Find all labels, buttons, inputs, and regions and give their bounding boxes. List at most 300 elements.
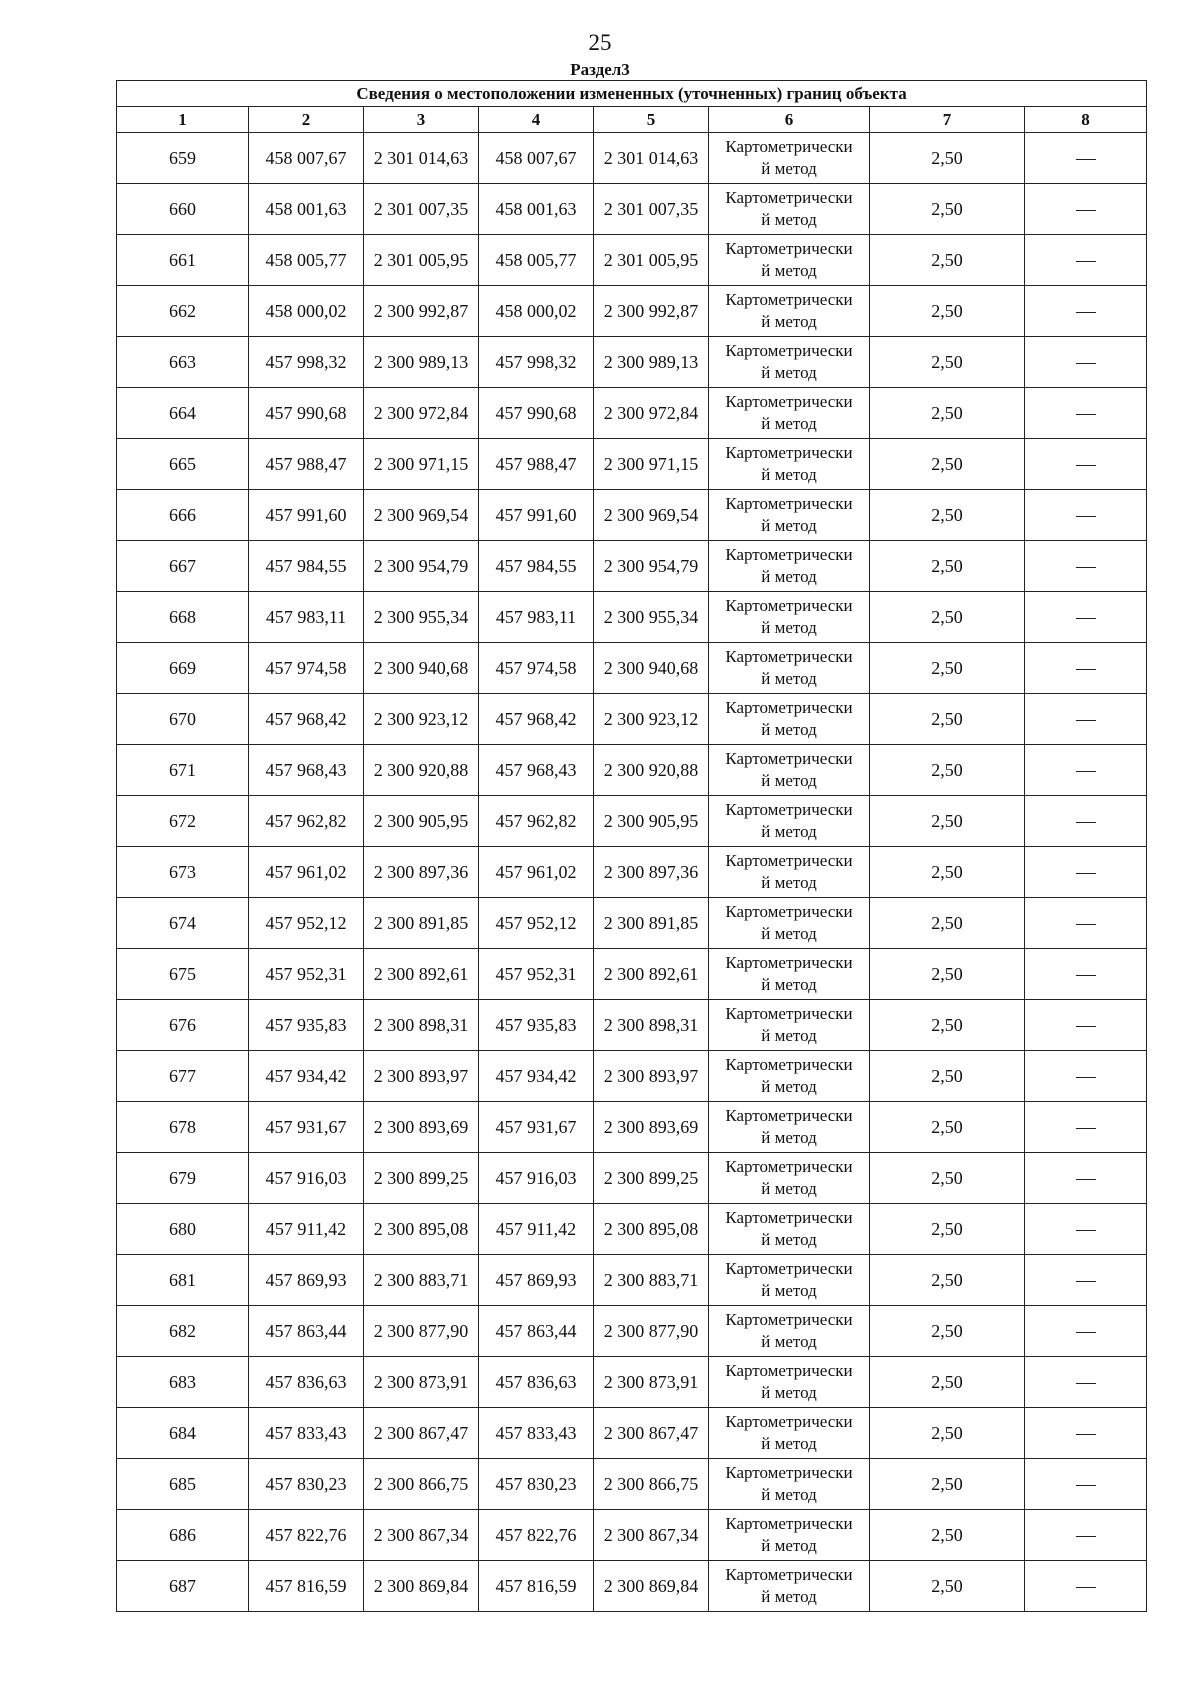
accuracy-cell: 2,50 <box>870 1561 1025 1612</box>
y-refined-cell: 2 300 992,87 <box>594 286 709 337</box>
table-row <box>117 133 1147 184</box>
method-cell <box>709 1306 870 1357</box>
em-dash-icon <box>1076 873 1096 874</box>
accuracy-cell: 2,50 <box>870 694 1025 745</box>
method-text-line-2: й метод <box>761 822 817 841</box>
x-existing-cell: 458 000,02 <box>249 286 364 337</box>
point-number-cell: 665 <box>117 439 249 490</box>
method-text-line-1: Картометрически <box>725 1004 853 1023</box>
y-refined-cell: 2 300 877,90 <box>594 1306 709 1357</box>
method-text-line-2: й метод <box>761 1077 817 1096</box>
x-existing-cell: 458 007,67 <box>249 133 364 184</box>
method-cell <box>709 235 870 286</box>
accuracy-cell: 2,50 <box>870 490 1025 541</box>
method-cell <box>709 1510 870 1561</box>
table-row <box>117 592 1147 643</box>
y-existing-cell: 2 300 869,84 <box>364 1561 479 1612</box>
method-text-line-2: й метод <box>761 210 817 229</box>
method-cell <box>709 490 870 541</box>
em-dash-icon <box>1076 1230 1096 1231</box>
table-row <box>117 1204 1147 1255</box>
method-cell <box>709 388 870 439</box>
em-dash-icon <box>1076 618 1096 619</box>
point-number-cell: 679 <box>117 1153 249 1204</box>
y-refined-cell: 2 300 897,36 <box>594 847 709 898</box>
accuracy-cell: 2,50 <box>870 949 1025 1000</box>
accuracy-cell: 2,50 <box>870 1051 1025 1102</box>
method-cell <box>709 1255 870 1306</box>
method-text-line-1: Картометрически <box>725 341 853 360</box>
x-refined-cell: 457 833,43 <box>479 1408 594 1459</box>
x-refined-cell: 457 934,42 <box>479 1051 594 1102</box>
point-number-cell: 662 <box>117 286 249 337</box>
method-text-line-2: й метод <box>761 771 817 790</box>
point-number-cell: 663 <box>117 337 249 388</box>
x-existing-cell: 458 005,77 <box>249 235 364 286</box>
table-row <box>117 184 1147 235</box>
x-existing-cell: 457 983,11 <box>249 592 364 643</box>
y-existing-cell: 2 301 007,35 <box>364 184 479 235</box>
description-cell <box>1025 898 1147 949</box>
y-existing-cell: 2 300 883,71 <box>364 1255 479 1306</box>
y-refined-cell: 2 300 920,88 <box>594 745 709 796</box>
em-dash-icon <box>1076 312 1096 313</box>
y-existing-cell: 2 300 867,34 <box>364 1510 479 1561</box>
y-refined-cell: 2 301 007,35 <box>594 184 709 235</box>
table-row <box>117 439 1147 490</box>
y-refined-cell: 2 300 972,84 <box>594 388 709 439</box>
accuracy-cell: 2,50 <box>870 1357 1025 1408</box>
column-header-5: 5 <box>594 107 709 133</box>
em-dash-icon <box>1076 924 1096 925</box>
table-row <box>117 490 1147 541</box>
x-refined-cell: 457 863,44 <box>479 1306 594 1357</box>
accuracy-cell: 2,50 <box>870 1408 1025 1459</box>
y-refined-cell: 2 300 893,97 <box>594 1051 709 1102</box>
method-cell <box>709 1408 870 1459</box>
y-refined-cell: 2 300 923,12 <box>594 694 709 745</box>
x-refined-cell: 457 822,76 <box>479 1510 594 1561</box>
point-number-cell: 659 <box>117 133 249 184</box>
x-refined-cell: 457 984,55 <box>479 541 594 592</box>
description-cell <box>1025 643 1147 694</box>
point-number-cell: 671 <box>117 745 249 796</box>
accuracy-cell: 2,50 <box>870 133 1025 184</box>
em-dash-icon <box>1076 1587 1096 1588</box>
x-refined-cell: 457 935,83 <box>479 1000 594 1051</box>
description-cell <box>1025 1204 1147 1255</box>
description-cell <box>1025 1255 1147 1306</box>
method-text-line-2: й метод <box>761 618 817 637</box>
x-refined-cell: 457 988,47 <box>479 439 594 490</box>
x-existing-cell: 457 836,63 <box>249 1357 364 1408</box>
y-refined-cell: 2 300 891,85 <box>594 898 709 949</box>
y-refined-cell: 2 300 905,95 <box>594 796 709 847</box>
x-refined-cell: 457 974,58 <box>479 643 594 694</box>
em-dash-icon <box>1076 210 1096 211</box>
method-text-line-2: й метод <box>761 1230 817 1249</box>
method-text-line-1: Картометрически <box>725 1514 853 1533</box>
x-refined-cell: 457 990,68 <box>479 388 594 439</box>
method-cell <box>709 592 870 643</box>
y-existing-cell: 2 300 954,79 <box>364 541 479 592</box>
x-refined-cell: 457 961,02 <box>479 847 594 898</box>
accuracy-cell: 2,50 <box>870 1459 1025 1510</box>
method-cell <box>709 541 870 592</box>
description-cell <box>1025 337 1147 388</box>
accuracy-cell: 2,50 <box>870 235 1025 286</box>
table-row <box>117 1510 1147 1561</box>
em-dash-icon <box>1076 720 1096 721</box>
method-text-line-1: Картометрически <box>725 392 853 411</box>
method-text-line-2: й метод <box>761 873 817 892</box>
x-refined-cell: 457 916,03 <box>479 1153 594 1204</box>
table-row <box>117 1051 1147 1102</box>
table-body <box>117 133 1147 1612</box>
y-refined-cell: 2 300 869,84 <box>594 1561 709 1612</box>
method-text-line-1: Картометрически <box>725 596 853 615</box>
description-cell <box>1025 388 1147 439</box>
method-cell <box>709 694 870 745</box>
x-refined-cell: 458 000,02 <box>479 286 594 337</box>
method-cell <box>709 1102 870 1153</box>
x-existing-cell: 457 833,43 <box>249 1408 364 1459</box>
table-row <box>117 643 1147 694</box>
page-number: 25 <box>588 30 612 55</box>
y-existing-cell: 2 300 897,36 <box>364 847 479 898</box>
point-number-cell: 684 <box>117 1408 249 1459</box>
method-text-line-1: Картометрически <box>725 1106 853 1125</box>
method-text-line-1: Картометрически <box>725 1412 853 1431</box>
description-cell <box>1025 1561 1147 1612</box>
x-existing-cell: 457 952,12 <box>249 898 364 949</box>
em-dash-icon <box>1076 159 1096 160</box>
x-existing-cell: 457 988,47 <box>249 439 364 490</box>
point-number-cell: 674 <box>117 898 249 949</box>
point-number-cell: 666 <box>117 490 249 541</box>
column-header-7: 7 <box>870 107 1025 133</box>
method-text-line-2: й метод <box>761 975 817 994</box>
y-existing-cell: 2 300 891,85 <box>364 898 479 949</box>
x-refined-cell: 457 962,82 <box>479 796 594 847</box>
method-text-line-1: Картометрически <box>725 1208 853 1227</box>
coordinates-table <box>116 80 1147 1612</box>
accuracy-cell: 2,50 <box>870 184 1025 235</box>
y-refined-cell: 2 300 899,25 <box>594 1153 709 1204</box>
table-row <box>117 1306 1147 1357</box>
column-header-3: 3 <box>364 107 479 133</box>
table-row <box>117 1561 1147 1612</box>
x-existing-cell: 457 934,42 <box>249 1051 364 1102</box>
method-cell <box>709 847 870 898</box>
description-cell <box>1025 745 1147 796</box>
description-cell <box>1025 133 1147 184</box>
x-existing-cell: 457 863,44 <box>249 1306 364 1357</box>
method-text-line-2: й метод <box>761 720 817 739</box>
description-cell <box>1025 1102 1147 1153</box>
x-existing-cell: 457 869,93 <box>249 1255 364 1306</box>
description-cell <box>1025 592 1147 643</box>
x-refined-cell: 458 007,67 <box>479 133 594 184</box>
y-refined-cell: 2 300 867,47 <box>594 1408 709 1459</box>
y-refined-cell: 2 300 873,91 <box>594 1357 709 1408</box>
accuracy-cell: 2,50 <box>870 337 1025 388</box>
point-number-cell: 682 <box>117 1306 249 1357</box>
method-text-line-1: Картометрически <box>725 1259 853 1278</box>
method-text-line-2: й метод <box>761 924 817 943</box>
description-cell <box>1025 1000 1147 1051</box>
y-existing-cell: 2 300 992,87 <box>364 286 479 337</box>
method-text-line-1: Картометрически <box>725 443 853 462</box>
x-existing-cell: 457 968,42 <box>249 694 364 745</box>
em-dash-icon <box>1076 1485 1096 1486</box>
y-existing-cell: 2 300 866,75 <box>364 1459 479 1510</box>
method-cell <box>709 184 870 235</box>
description-cell <box>1025 1153 1147 1204</box>
y-existing-cell: 2 300 972,84 <box>364 388 479 439</box>
description-cell <box>1025 1051 1147 1102</box>
method-cell <box>709 643 870 694</box>
em-dash-icon <box>1076 414 1096 415</box>
method-text-line-2: й метод <box>761 363 817 382</box>
x-existing-cell: 457 935,83 <box>249 1000 364 1051</box>
table-row <box>117 1255 1147 1306</box>
em-dash-icon <box>1076 1077 1096 1078</box>
accuracy-cell: 2,50 <box>870 898 1025 949</box>
method-text-line-1: Картометрически <box>725 1463 853 1482</box>
y-existing-cell: 2 300 905,95 <box>364 796 479 847</box>
x-refined-cell: 457 952,31 <box>479 949 594 1000</box>
table-row <box>117 388 1147 439</box>
em-dash-icon <box>1076 1536 1096 1537</box>
description-cell <box>1025 1306 1147 1357</box>
method-text-line-2: й метод <box>761 465 817 484</box>
em-dash-icon <box>1076 1179 1096 1180</box>
y-existing-cell: 2 300 920,88 <box>364 745 479 796</box>
description-cell <box>1025 1459 1147 1510</box>
method-text-line-2: й метод <box>761 669 817 688</box>
x-refined-cell: 457 998,32 <box>479 337 594 388</box>
y-refined-cell: 2 300 892,61 <box>594 949 709 1000</box>
accuracy-cell: 2,50 <box>870 643 1025 694</box>
y-existing-cell: 2 300 898,31 <box>364 1000 479 1051</box>
table-row <box>117 286 1147 337</box>
em-dash-icon <box>1076 516 1096 517</box>
method-text-line-2: й метод <box>761 1383 817 1402</box>
y-existing-cell: 2 300 877,90 <box>364 1306 479 1357</box>
method-text-line-1: Картометрически <box>725 1361 853 1380</box>
method-text-line-1: Картометрически <box>725 1565 853 1584</box>
x-existing-cell: 457 998,32 <box>249 337 364 388</box>
em-dash-icon <box>1076 822 1096 823</box>
method-text-line-2: й метод <box>761 567 817 586</box>
accuracy-cell: 2,50 <box>870 745 1025 796</box>
point-number-cell: 670 <box>117 694 249 745</box>
point-number-cell: 660 <box>117 184 249 235</box>
x-existing-cell: 457 968,43 <box>249 745 364 796</box>
section-title: Раздел3 <box>570 60 630 79</box>
y-refined-cell: 2 300 989,13 <box>594 337 709 388</box>
y-refined-cell: 2 300 954,79 <box>594 541 709 592</box>
point-number-cell: 685 <box>117 1459 249 1510</box>
point-number-cell: 680 <box>117 1204 249 1255</box>
accuracy-cell: 2,50 <box>870 439 1025 490</box>
y-refined-cell: 2 300 893,69 <box>594 1102 709 1153</box>
y-existing-cell: 2 300 873,91 <box>364 1357 479 1408</box>
method-text-line-2: й метод <box>761 1536 817 1555</box>
x-refined-cell: 457 830,23 <box>479 1459 594 1510</box>
table-row <box>117 1459 1147 1510</box>
y-refined-cell: 2 301 005,95 <box>594 235 709 286</box>
point-number-cell: 686 <box>117 1510 249 1561</box>
method-cell <box>709 337 870 388</box>
accuracy-cell: 2,50 <box>870 1102 1025 1153</box>
y-refined-cell: 2 300 895,08 <box>594 1204 709 1255</box>
y-refined-cell: 2 300 940,68 <box>594 643 709 694</box>
description-cell <box>1025 1357 1147 1408</box>
em-dash-icon <box>1076 975 1096 976</box>
table-row <box>117 694 1147 745</box>
y-existing-cell: 2 300 899,25 <box>364 1153 479 1204</box>
point-number-cell: 664 <box>117 388 249 439</box>
method-text-line-2: й метод <box>761 1587 817 1606</box>
x-refined-cell: 457 911,42 <box>479 1204 594 1255</box>
description-cell <box>1025 1510 1147 1561</box>
y-refined-cell: 2 300 971,15 <box>594 439 709 490</box>
x-refined-cell: 457 952,12 <box>479 898 594 949</box>
y-refined-cell: 2 300 867,34 <box>594 1510 709 1561</box>
point-number-cell: 667 <box>117 541 249 592</box>
point-number-cell: 683 <box>117 1357 249 1408</box>
method-text-line-1: Картометрически <box>725 137 853 156</box>
x-existing-cell: 458 001,63 <box>249 184 364 235</box>
x-existing-cell: 457 962,82 <box>249 796 364 847</box>
y-existing-cell: 2 300 940,68 <box>364 643 479 694</box>
x-existing-cell: 457 916,03 <box>249 1153 364 1204</box>
em-dash-icon <box>1076 1281 1096 1282</box>
description-cell <box>1025 235 1147 286</box>
table-row <box>117 541 1147 592</box>
description-cell <box>1025 184 1147 235</box>
description-cell <box>1025 694 1147 745</box>
x-existing-cell: 457 961,02 <box>249 847 364 898</box>
description-cell <box>1025 1408 1147 1459</box>
method-text-line-1: Картометрически <box>725 749 853 768</box>
method-cell <box>709 133 870 184</box>
x-refined-cell: 458 001,63 <box>479 184 594 235</box>
y-existing-cell: 2 300 867,47 <box>364 1408 479 1459</box>
em-dash-icon <box>1076 1128 1096 1129</box>
table-row <box>117 1357 1147 1408</box>
table-row <box>117 796 1147 847</box>
em-dash-icon <box>1076 1434 1096 1435</box>
point-number-cell: 675 <box>117 949 249 1000</box>
x-refined-cell: 458 005,77 <box>479 235 594 286</box>
x-refined-cell: 457 931,67 <box>479 1102 594 1153</box>
x-existing-cell: 457 984,55 <box>249 541 364 592</box>
description-cell <box>1025 439 1147 490</box>
y-existing-cell: 2 300 989,13 <box>364 337 479 388</box>
x-existing-cell: 457 974,58 <box>249 643 364 694</box>
method-text-line-2: й метод <box>761 1026 817 1045</box>
method-text-line-2: й метод <box>761 159 817 178</box>
table-row <box>117 1153 1147 1204</box>
x-existing-cell: 457 991,60 <box>249 490 364 541</box>
table-row <box>117 1000 1147 1051</box>
y-existing-cell: 2 300 971,15 <box>364 439 479 490</box>
description-cell <box>1025 796 1147 847</box>
point-number-cell: 678 <box>117 1102 249 1153</box>
method-cell <box>709 949 870 1000</box>
table-caption: Сведения о местоположении измененных (уточненных) границ объекта <box>117 81 1147 107</box>
point-number-cell: 661 <box>117 235 249 286</box>
accuracy-cell: 2,50 <box>870 847 1025 898</box>
em-dash-icon <box>1076 1026 1096 1027</box>
description-cell <box>1025 541 1147 592</box>
method-cell <box>709 1561 870 1612</box>
x-existing-cell: 457 816,59 <box>249 1561 364 1612</box>
point-number-cell: 672 <box>117 796 249 847</box>
table-row <box>117 235 1147 286</box>
method-text-line-1: Картометрически <box>725 953 853 972</box>
x-refined-cell: 457 869,93 <box>479 1255 594 1306</box>
x-existing-cell: 457 911,42 <box>249 1204 364 1255</box>
y-existing-cell: 2 300 893,69 <box>364 1102 479 1153</box>
method-text-line-1: Картометрически <box>725 239 853 258</box>
method-text-line-2: й метод <box>761 261 817 280</box>
table-row <box>117 1102 1147 1153</box>
method-text-line-1: Картометрически <box>725 902 853 921</box>
accuracy-cell: 2,50 <box>870 592 1025 643</box>
method-cell <box>709 1000 870 1051</box>
method-text-line-1: Картометрически <box>725 1310 853 1329</box>
x-refined-cell: 457 836,63 <box>479 1357 594 1408</box>
method-cell <box>709 898 870 949</box>
method-text-line-1: Картометрически <box>725 800 853 819</box>
method-cell <box>709 1051 870 1102</box>
method-cell <box>709 1153 870 1204</box>
method-text-line-1: Картометрически <box>725 851 853 870</box>
y-refined-cell: 2 301 014,63 <box>594 133 709 184</box>
y-existing-cell: 2 301 014,63 <box>364 133 479 184</box>
method-text-line-1: Картометрически <box>725 188 853 207</box>
x-refined-cell: 457 968,42 <box>479 694 594 745</box>
x-refined-cell: 457 816,59 <box>479 1561 594 1612</box>
method-text-line-2: й метод <box>761 414 817 433</box>
y-existing-cell: 2 300 969,54 <box>364 490 479 541</box>
method-text-line-2: й метод <box>761 1434 817 1453</box>
table-row <box>117 949 1147 1000</box>
x-existing-cell: 457 830,23 <box>249 1459 364 1510</box>
method-text-line-2: й метод <box>761 1281 817 1300</box>
y-existing-cell: 2 301 005,95 <box>364 235 479 286</box>
column-header-8: 8 <box>1025 107 1147 133</box>
method-text-line-1: Картометрически <box>725 1055 853 1074</box>
em-dash-icon <box>1076 1332 1096 1333</box>
accuracy-cell: 2,50 <box>870 1204 1025 1255</box>
method-text-line-2: й метод <box>761 312 817 331</box>
accuracy-cell: 2,50 <box>870 541 1025 592</box>
column-header-1: 1 <box>117 107 249 133</box>
method-cell <box>709 1204 870 1255</box>
description-cell <box>1025 490 1147 541</box>
method-text-line-1: Картометрически <box>725 494 853 513</box>
method-cell <box>709 286 870 337</box>
em-dash-icon <box>1076 669 1096 670</box>
method-text-line-2: й метод <box>761 1128 817 1147</box>
table-row <box>117 898 1147 949</box>
method-cell <box>709 439 870 490</box>
